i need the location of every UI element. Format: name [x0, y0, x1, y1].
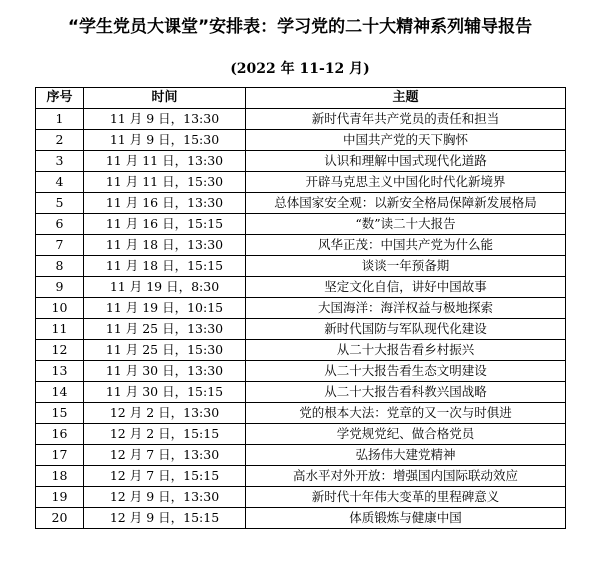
cell-number: 4	[36, 172, 84, 193]
table-row	[36, 256, 566, 277]
cell-topic: 体质锻炼与健康中国	[246, 508, 566, 529]
cell-time: 12 月 7 日，15:15	[84, 466, 246, 487]
cell-topic: 新时代十年伟大变革的里程碑意义	[246, 487, 566, 508]
cell-number: 11	[36, 319, 84, 340]
document-title: “学生党员大课堂”安排表：学习党的二十大精神系列辅导报告	[67, 17, 533, 37]
cell-time: 11 月 11 日，13:30	[84, 151, 246, 172]
cell-topic: 新时代青年共产党员的责任和担当	[246, 109, 566, 130]
cell-number: 6	[36, 214, 84, 235]
cell-time: 11 月 11 日，15:30	[84, 172, 246, 193]
cell-topic: 从二十大报告看乡村振兴	[246, 340, 566, 361]
cell-number: 20	[36, 508, 84, 529]
cell-time: 12 月 9 日，15:15	[84, 508, 246, 529]
table-row	[36, 193, 566, 214]
cell-number: 15	[36, 403, 84, 424]
cell-topic: 总体国家安全观：以新安全格局保障新发展格局	[246, 193, 566, 214]
cell-topic: 学党规党纪、做合格党员	[246, 424, 566, 445]
table-row	[36, 319, 566, 340]
cell-topic: 党的根本大法：党章的又一次与时俱进	[246, 403, 566, 424]
cell-time: 12 月 2 日，13:30	[84, 403, 246, 424]
cell-number: 10	[36, 298, 84, 319]
table-row	[36, 361, 566, 382]
cell-time: 11 月 16 日，15:15	[84, 214, 246, 235]
table-row	[36, 130, 566, 151]
cell-time: 11 月 19 日，8:30	[84, 277, 246, 298]
table-row	[36, 508, 566, 529]
cell-topic: 开辟马克思主义中国化时代化新境界	[246, 172, 566, 193]
cell-topic: 风华正茂：中国共产党为什么能	[246, 235, 566, 256]
table-row	[36, 151, 566, 172]
cell-number: 17	[36, 445, 84, 466]
cell-time: 11 月 25 日，13:30	[84, 319, 246, 340]
cell-number: 14	[36, 382, 84, 403]
cell-time: 11 月 19 日，10:15	[84, 298, 246, 319]
cell-number: 9	[36, 277, 84, 298]
table-row	[36, 235, 566, 256]
cell-number: 3	[36, 151, 84, 172]
cell-number: 7	[36, 235, 84, 256]
cell-time: 12 月 2 日，15:15	[84, 424, 246, 445]
header-topic: 主题	[246, 88, 566, 109]
table-row	[36, 298, 566, 319]
table-row	[36, 382, 566, 403]
cell-topic: 高水平对外开放：增强国内国际联动效应	[246, 466, 566, 487]
table-body	[36, 109, 566, 529]
cell-time: 11 月 9 日，13:30	[84, 109, 246, 130]
header-time: 时间	[84, 88, 246, 109]
cell-number: 2	[36, 130, 84, 151]
cell-topic: 弘扬伟大建党精神	[246, 445, 566, 466]
cell-topic: 认识和理解中国式现代化道路	[246, 151, 566, 172]
cell-number: 8	[36, 256, 84, 277]
cell-time: 12 月 9 日，13:30	[84, 487, 246, 508]
cell-time: 11 月 30 日，15:15	[84, 382, 246, 403]
cell-topic: “数”读二十大报告	[246, 214, 566, 235]
table-row	[36, 109, 566, 130]
table-row	[36, 340, 566, 361]
cell-topic: 中国共产党的天下胸怀	[246, 130, 566, 151]
cell-number: 13	[36, 361, 84, 382]
cell-time: 11 月 25 日，15:30	[84, 340, 246, 361]
document-subtitle: (2022 年 11-12 月)	[230, 61, 370, 77]
table-row	[36, 445, 566, 466]
cell-number: 12	[36, 340, 84, 361]
table-row	[36, 466, 566, 487]
cell-topic: 坚定文化自信，讲好中国故事	[246, 277, 566, 298]
table-row	[36, 403, 566, 424]
cell-time: 11 月 18 日，13:30	[84, 235, 246, 256]
cell-number: 1	[36, 109, 84, 130]
cell-topic: 从二十大报告看科教兴国战略	[246, 382, 566, 403]
cell-number: 19	[36, 487, 84, 508]
schedule-table	[35, 87, 566, 529]
cell-topic: 从二十大报告看生态文明建设	[246, 361, 566, 382]
cell-number: 5	[36, 193, 84, 214]
cell-time: 11 月 9 日，15:30	[84, 130, 246, 151]
cell-topic: 谈谈一年预备期	[246, 256, 566, 277]
table-row	[36, 277, 566, 298]
cell-number: 18	[36, 466, 84, 487]
header-number: 序号	[36, 88, 84, 109]
table-row	[36, 172, 566, 193]
table-header-row	[36, 88, 566, 109]
cell-number: 16	[36, 424, 84, 445]
cell-topic: 新时代国防与军队现代化建设	[246, 319, 566, 340]
table-row	[36, 487, 566, 508]
cell-time: 11 月 16 日，13:30	[84, 193, 246, 214]
cell-time: 11 月 18 日，15:15	[84, 256, 246, 277]
cell-time: 11 月 30 日，13:30	[84, 361, 246, 382]
table-row	[36, 424, 566, 445]
cell-time: 12 月 7 日，13:30	[84, 445, 246, 466]
cell-topic: 大国海洋：海洋权益与极地探索	[246, 298, 566, 319]
table-row	[36, 214, 566, 235]
